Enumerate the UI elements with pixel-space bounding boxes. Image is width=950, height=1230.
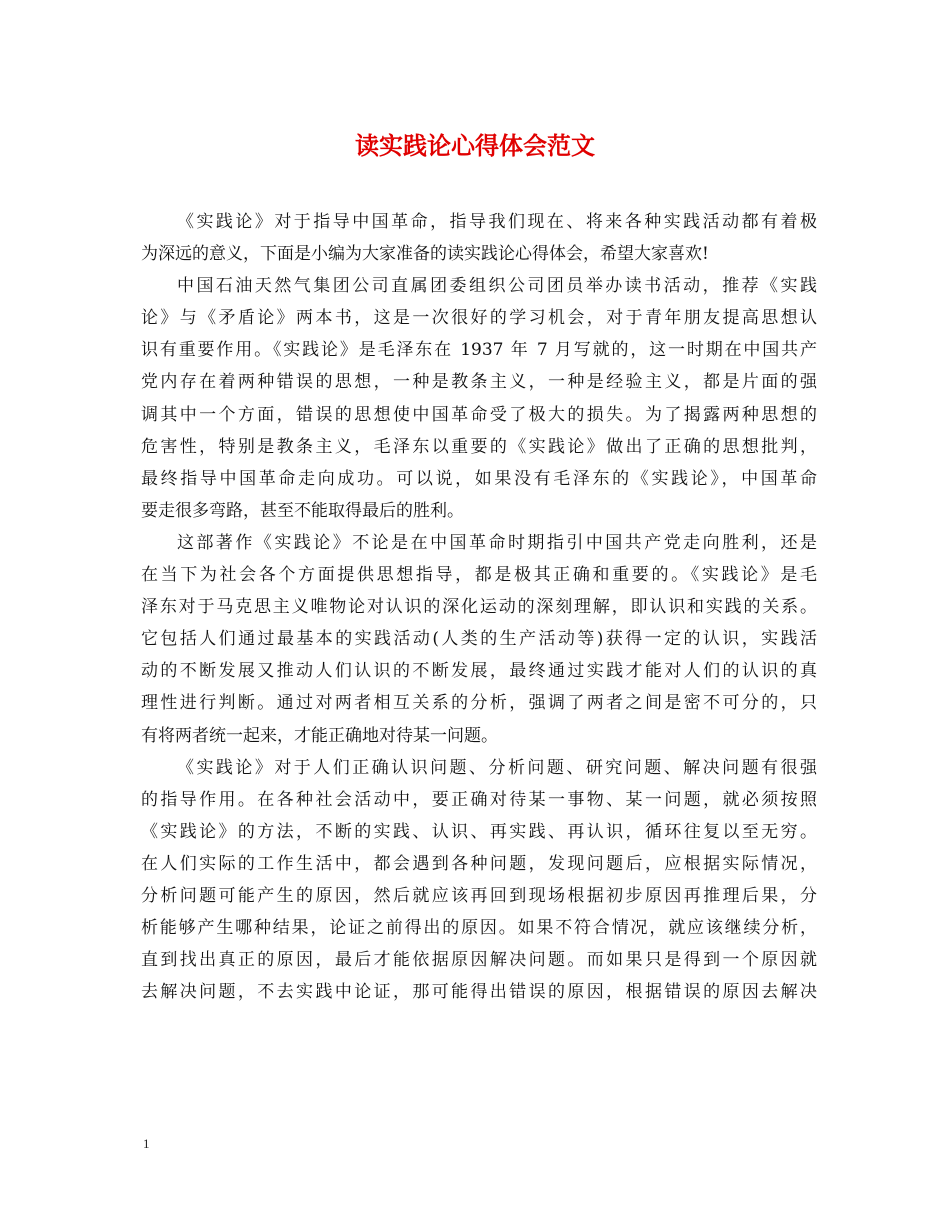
text-line: 直到找出真正的原因，最后才能依据原因解决问题。而如果只是得到一个原因就 — [141, 950, 817, 971]
text-line: 这部著作《实践论》不论是在中国革命时期指引中国共产党走向胜利，还是 — [177, 532, 817, 553]
text-line: 理性进行判断。通过对两者相互关系的分析，强调了两者之间是密不可分的，只 — [141, 693, 817, 714]
text-line: 《实践论》对于指导中国革命，指导我们现在、将来各种实践活动都有着极 — [177, 212, 817, 232]
page-number: 1 — [143, 1136, 150, 1151]
text-line: 《实践论》的方法，不断的实践、认识、再实践、再认识，循环往复以至无穷。 — [141, 821, 817, 842]
text-line: 去解决问题，不去实践中论证，那可能得出错误的原因，根据错误的原因去解决 — [141, 982, 817, 1003]
text-line: 为深远的意义，下面是小编为大家准备的读实践论心得体会，希望大家喜欢! — [141, 244, 709, 265]
text-line: 中国石油天然气集团公司直属团委组织公司团员举办读书活动，推荐《实践 — [177, 276, 817, 297]
paragraph — [141, 206, 817, 270]
text-line: 它包括人们通过最基本的实践活动(人类的生产活动等)获得一定的认识，实践活 — [141, 629, 817, 650]
text-line: 在当下为社会各个方面提供思想指导，都是极其正确和重要的。《实践论》是毛 — [141, 565, 817, 586]
text-line: 论》与《矛盾论》两本书，这是一次很好的学习机会，对于青年朋友提高思想认 — [141, 308, 817, 329]
text-line: 泽东对于马克思主义唯物论对认识的深化运动的深刻理解，即认识和实践的关系。 — [141, 597, 817, 618]
text-line: 的指导作用。在各种社会活动中，要正确对待某一事物、某一问题，就必须按照 — [141, 789, 817, 810]
text-line: 调其中一个方面，错误的思想使中国革命受了极大的损失。为了揭露两种思想的 — [141, 404, 817, 425]
text-line: 在人们实际的工作生活中，都会遇到各种问题，发现问题后，应根据实际情况， — [141, 853, 817, 874]
paragraph — [141, 270, 817, 527]
document-body — [141, 206, 817, 1008]
text-line: 危害性，特别是教条主义，毛泽东以重要的《实践论》做出了正确的思想批判， — [141, 436, 817, 457]
text-line: 识有重要作用。《实践论》是毛泽东在 1937 年 7 月写就的，这一时期在中国共产 — [141, 340, 817, 361]
paragraph — [141, 527, 817, 752]
text-line: 有将两者统一起来，才能正确地对待某一问题。 — [141, 725, 498, 746]
document-title: 读实践论心得体会范文 — [355, 131, 595, 160]
text-line: 最终指导中国革命走向成功。可以说，如果没有毛泽东的《实践论》，中国革命 — [141, 468, 817, 489]
text-line: 《实践论》对于人们正确认识问题、分析问题、研究问题、解决问题有很强 — [177, 757, 817, 778]
text-line: 分析问题可能产生的原因，然后就应该再回到现场根据初步原因再推理后果，分 — [141, 885, 817, 906]
paragraph — [141, 752, 817, 1009]
text-line: 析能够产生哪种结果，论证之前得出的原因。如果不符合情况，就应该继续分析， — [141, 918, 817, 939]
text-line: 要走很多弯路，甚至不能取得最后的胜利。 — [141, 500, 464, 521]
text-line: 党内存在着两种错误的思想，一种是教条主义，一种是经验主义，都是片面的强 — [141, 372, 817, 393]
text-line: 动的不断发展又推动人们认识的不断发展，最终通过实践才能对人们的认识的真 — [141, 661, 817, 682]
